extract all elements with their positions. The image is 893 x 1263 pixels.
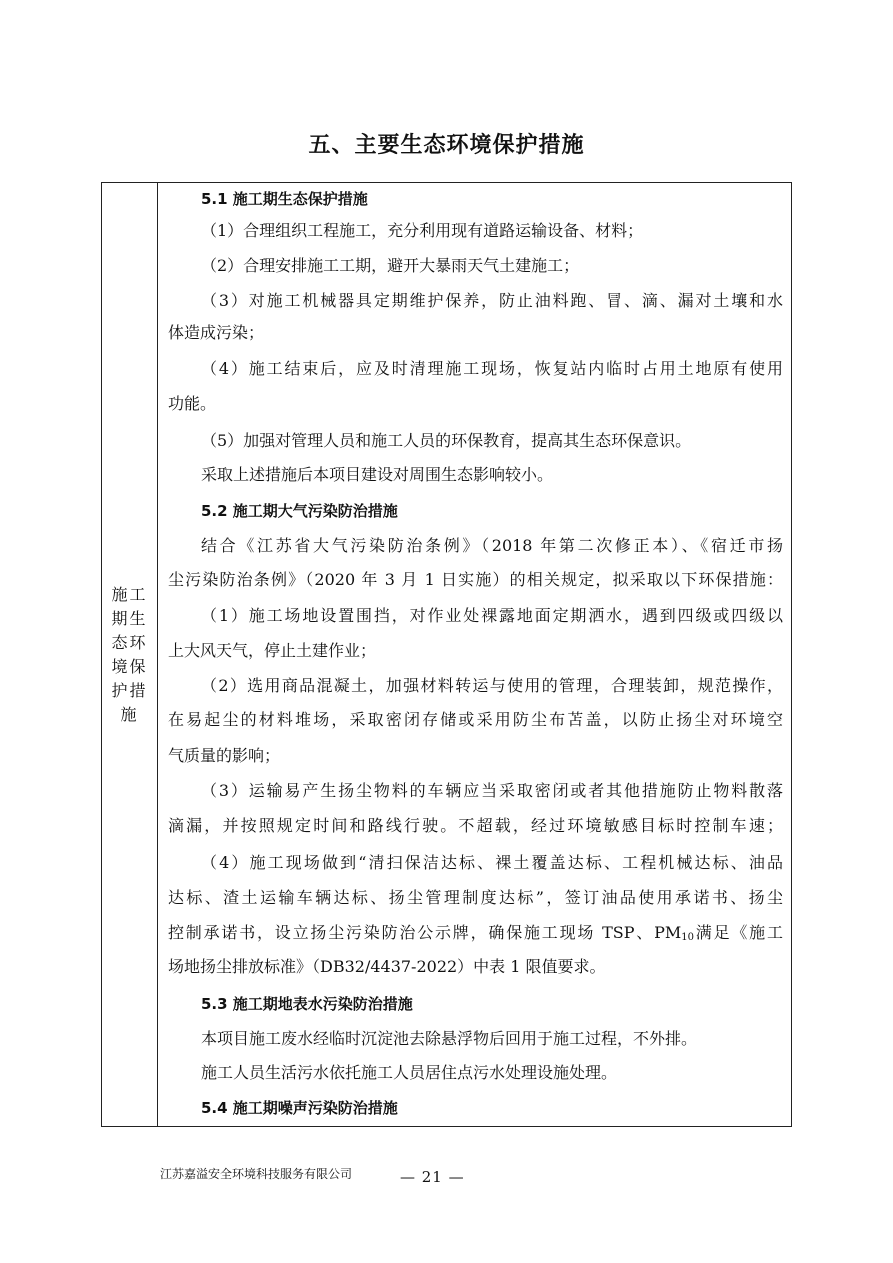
paragraph-line: （2）选用商品混凝土，加强材料转运与使用的管理，合理装卸，规范操作， [201,676,783,695]
paragraph-line: 达标、渣土运输车辆达标、扬尘管理制度达标”，签订油品使用承诺书、扬尘 [168,888,783,907]
page-number: — 21 — [400,1168,465,1186]
paragraph-line: 结合《江苏省大气污染防治条例》（2018 年第二次修正本）、《宿迁市扬 [201,536,783,555]
paragraph-line: 功能。 [168,394,217,413]
paragraph-line: （4）施工现场做到“清扫保洁达标、裸土覆盖达标、工程机械达标、油品 [201,853,783,872]
section-heading: 5.3 施工期地表水污染防治措施 [201,995,413,1013]
paragraph-line: （4）施工结束后，应及时清理施工现场，恢复站内临时占用土地原有使用 [201,359,783,378]
page-title: 五、主要生态环境保护措施 [308,133,585,158]
row-label: 施工期生态环境保护措施 [111,584,148,724]
row-label-cell [102,183,157,1126]
footer-company: 江苏嘉溢安全环境科技服务有限公司 [160,1167,353,1181]
paragraph-line: 施工人员生活污水依托施工人员居住点污水处理设施处理。 [201,1063,618,1082]
paragraph-line: 本项目施工废水经临时沉淀池去除悬浮物后回用于施工过程，不外排。 [201,1029,698,1048]
section-heading: 5.2 施工期大气污染防治措施 [201,502,398,520]
paragraph-line: （3）对施工机械器具定期维护保养，防止油料跑、冒、滴、漏对土壤和水 [201,291,783,310]
paragraph-line: （2）合理安排施工工期，避开大暴雨天气土建施工； [201,256,580,275]
section-heading: 5.1 施工期生态保护措施 [201,190,368,208]
section-heading: 5.4 施工期噪声污染防治措施 [201,1099,398,1117]
paragraph-line: 采取上述措施后本项目建设对周围生态影响较小。 [201,465,554,484]
paragraph-line: 气质量的影响； [168,746,281,765]
paragraph-line: 滴漏，并按照规定时间和路线行驶。不超载，经过环境敏感目标时控制车速； [168,816,783,835]
paragraph-line [168,923,783,946]
text-segment: 控制承诺书，设立扬尘污染防治公示牌，确保施工现场 TSP、PM [168,923,682,942]
paragraph-line: 上大风天气，停止土建作业； [168,641,377,660]
paragraph-line: （1）施工场地设置围挡，对作业处裸露地面定期洒水，遇到四级或四级以 [201,606,783,625]
content-cell [158,183,791,1126]
paragraph-line: 尘污染防治条例》（2020 年 3 月 1 日实施）的相关规定，拟采取以下环保措施： [168,570,783,589]
text-segment: 满足《施工 [693,923,783,942]
paragraph-line: 在易起尘的材料堆场，采取密闭存储或采用防尘布苫盖，以防止扬尘对环境空 [168,710,783,729]
paragraph-line: （5）加强对管理人员和施工人员的环保教育，提高其生态环保意识。 [201,431,692,450]
paragraph-line: （3）运输易产生扬尘物料的车辆应当采取密闭或者其他措施防止物料散落 [201,781,783,800]
measures-table [101,182,792,1127]
paragraph-line: 场地扬尘排放标准》（DB32/4437-2022）中表 1 限值要求。 [168,957,606,976]
paragraph-line: 体造成污染； [168,323,265,342]
subscript: 10 [681,932,694,943]
paragraph-line: （1）合理组织工程施工，充分利用现有道路运输设备、材料； [201,221,644,240]
